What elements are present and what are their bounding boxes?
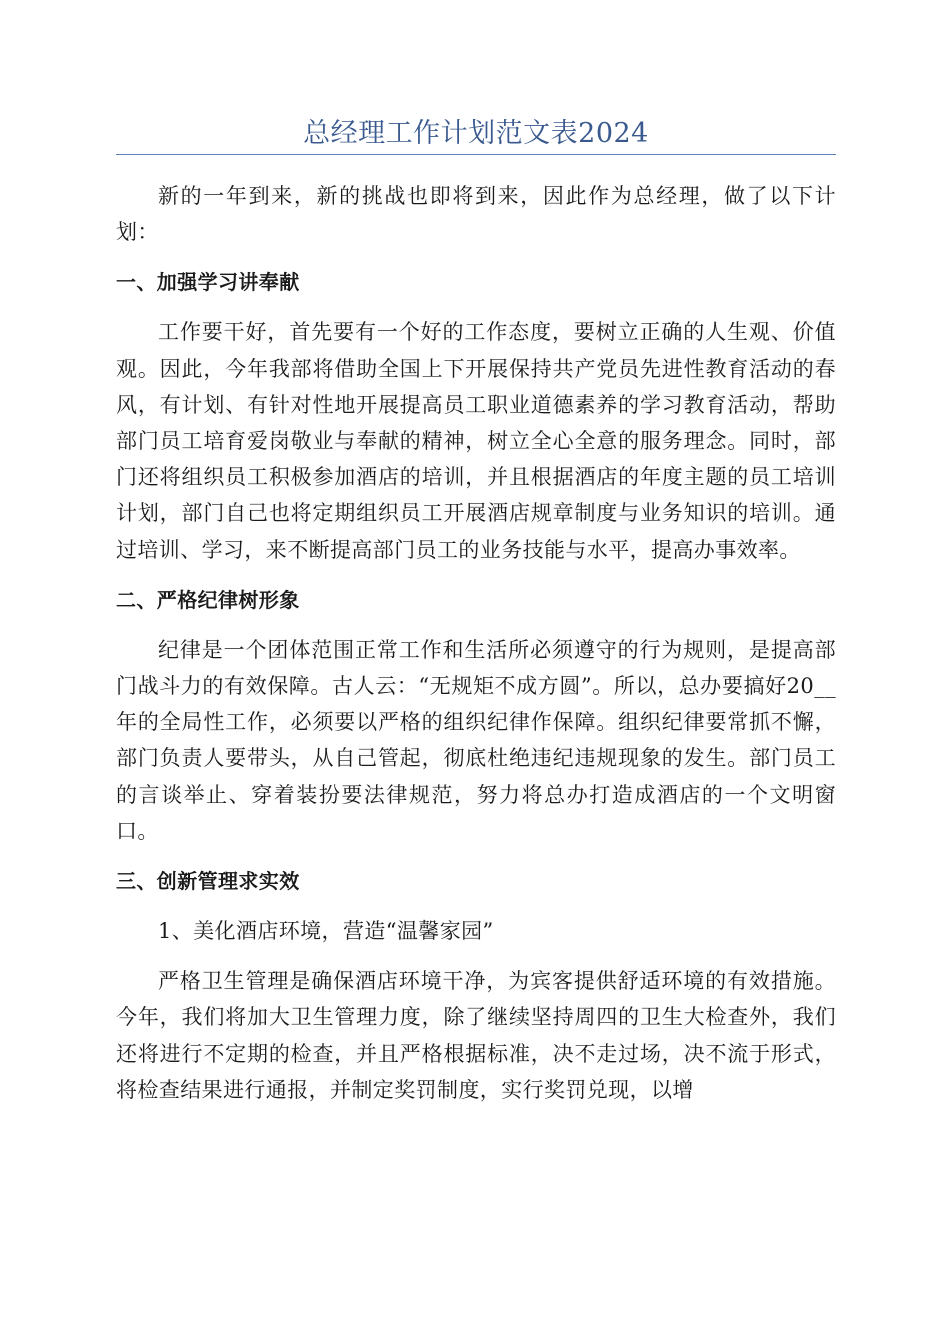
section-3-paragraph-1: 严格卫生管理是确保酒店环境干净，为宾客提供舒适环境的有效措施。今年，我们将加大卫生管理力度，除了继续坚持周四的卫生大检查外，我们还将进行不定期的检查，并且严格根据标准，决不走过场，决不流于形式，将检查结果进行通报，并制定奖罚制度，实行奖罚兑现，以增 — [116, 969, 836, 1102]
intro-paragraph: 新的一年到来，新的挑战也即将到来，因此作为总经理，做了以下计划： — [116, 184, 836, 245]
document-title: 总经理工作计划范文表2024 — [303, 118, 649, 149]
document-body — [116, 178, 836, 1122]
section-heading-2: 二、严格纪律树形象 — [116, 587, 300, 612]
section-heading-3: 三、创新管理求实效 — [116, 869, 300, 894]
section-1-paragraph-1: 工作要干好，首先要有一个好的工作态度，要树立正确的人生观、价值观。因此，今年我部将借助全国上下开展保持共产党员先进性教育活动的春风，有计划、有针对性地开展提高员工职业道德素养的学习教育活动，帮助部门员工培育爱岗敬业与奉献的精神，树立全心全意的服务理念。同时，部门还将组织员工积极参加酒店的培训，并且根据酒店的年度主题的员工培训计划，部门自己也将定期组织员工开展酒店规章制度与业务知识的培训。通过培训、学习，来不断提高部门员工的业务技能与水平，提高办事效率。 — [116, 320, 836, 562]
section-heading-1: 一、加强学习讲奉献 — [116, 270, 300, 295]
section-3-subheading: 1、美化酒店环境，营造“温馨家园” — [158, 919, 494, 944]
title-underline — [116, 154, 836, 155]
section-2-paragraph-1: 纪律是一个团体范围正常工作和生活所必须遵守的行为规则，是提高部门战斗力的有效保障。古人云：“无规矩不成方圆”。所以，总办要搞好20__年的全局性工作，必须要以严格的组织纪律作保障。组织纪律要常抓不懈，部门负责人要带头，从自己管起，彻底杜绝违纪违规现象的发生。部门员工的言谈举止、穿着装扮要法律规范，努力将总办打造成酒店的一个文明窗口。 — [116, 637, 836, 843]
